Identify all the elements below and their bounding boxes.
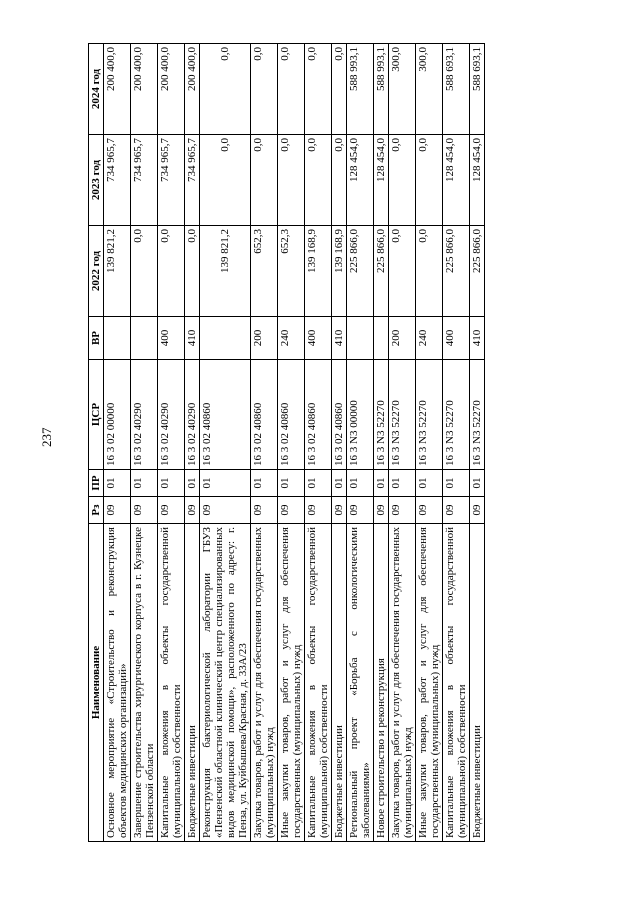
cell-vr [200,317,251,360]
cell-rz: 09 [443,497,470,524]
cell-csr: 16 3 N3 00000 [347,360,374,470]
cell-2023: 128 454,0 [347,135,374,226]
table-row [131,44,158,842]
table-row [200,44,251,842]
cell-name: Бюджетные инвестиции [332,524,347,842]
cell-pr: 01 [470,470,485,497]
cell-2024: 588 693,1 [470,44,485,135]
table-row [278,44,305,842]
cell-vr [131,317,158,360]
cell-vr: 410 [185,317,200,360]
table-header-row [89,44,104,842]
cell-csr: 16 3 N3 52270 [470,360,485,470]
cell-2023: 0,0 [389,135,416,226]
cell-csr: 16 3 N3 52270 [374,360,389,470]
cell-name: Бюджетные инвестиции [185,524,200,842]
cell-name: Капитальные вложения в объекты государственной (муниципальной) собственности [443,524,470,842]
cell-name: Капитальные вложения в объекты государственной (муниципальной) собственности [158,524,185,842]
cell-vr: 400 [305,317,332,360]
cell-2023: 0,0 [416,135,443,226]
cell-vr: 410 [470,317,485,360]
budget-table [88,43,485,842]
cell-pr: 01 [389,470,416,497]
cell-2022: 139 168,9 [305,226,332,317]
cell-2023: 0,0 [278,135,305,226]
cell-2022: 225 866,0 [347,226,374,317]
header-rz: Рз [89,497,104,524]
cell-2024: 200 400,0 [185,44,200,135]
cell-rz: 09 [416,497,443,524]
cell-vr: 200 [251,317,278,360]
cell-2024: 200 400,0 [158,44,185,135]
cell-2022: 652,3 [278,226,305,317]
header-csr: ЦСР [89,360,104,470]
cell-csr: 16 3 02 40290 [185,360,200,470]
cell-csr: 16 3 N3 52270 [416,360,443,470]
header-2024: 2024 год [89,44,104,135]
cell-2022: 652,3 [251,226,278,317]
cell-2023: 0,0 [200,135,251,226]
cell-name: Иные закупки товаров, работ и услуг для обеспечения государственных (муниципальных) нужд [278,524,305,842]
cell-pr: 01 [347,470,374,497]
table-row [470,44,485,842]
cell-pr: 01 [416,470,443,497]
table-row [347,44,374,842]
cell-rz: 09 [389,497,416,524]
header-2022: 2022 год [89,226,104,317]
cell-pr: 01 [374,470,389,497]
cell-2024: 0,0 [305,44,332,135]
table-row [332,44,347,842]
cell-rz: 09 [158,497,185,524]
cell-rz: 09 [251,497,278,524]
table-row [305,44,332,842]
cell-2022: 225 866,0 [443,226,470,317]
cell-2024: 200 400,0 [131,44,158,135]
cell-pr: 01 [278,470,305,497]
cell-2024: 200 400,0 [104,44,131,135]
cell-2023: 734 965,7 [104,135,131,226]
cell-pr: 01 [131,470,158,497]
cell-pr: 01 [104,470,131,497]
cell-2024: 0,0 [200,44,251,135]
cell-2023: 128 454,0 [470,135,485,226]
cell-pr: 01 [185,470,200,497]
cell-name: Реконструкция бактериологической лаборатории ГБУЗ «Пензенский областной клинический центр специализированных видов медицинской помощи», расположенного по адресу: г. Пенза, ул. Куйбышева/Красная, д. 33А/23 [200,524,251,842]
cell-name: Бюджетные инвестиции [470,524,485,842]
cell-2024: 0,0 [251,44,278,135]
cell-2023: 734 965,7 [158,135,185,226]
cell-name: Капитальные вложения в объекты государственной (муниципальной) собственности [305,524,332,842]
table-row [158,44,185,842]
cell-pr: 01 [251,470,278,497]
cell-2024: 300,0 [389,44,416,135]
cell-vr: 400 [158,317,185,360]
cell-csr: 16 3 02 40290 [131,360,158,470]
cell-2024: 0,0 [278,44,305,135]
cell-csr: 16 3 02 40860 [251,360,278,470]
cell-2022: 139 168,9 [332,226,347,317]
table-row [416,44,443,842]
cell-pr: 01 [443,470,470,497]
cell-2022: 225 866,0 [470,226,485,317]
cell-2022: 0,0 [158,226,185,317]
cell-vr [374,317,389,360]
cell-2022: 139 821,2 [200,226,251,317]
cell-2022: 0,0 [185,226,200,317]
cell-csr: 16 3 02 40290 [158,360,185,470]
cell-2023: 128 454,0 [443,135,470,226]
table-row [104,44,131,842]
cell-2022: 0,0 [131,226,158,317]
table-row [374,44,389,842]
cell-vr: 200 [389,317,416,360]
cell-vr [347,317,374,360]
cell-rz: 09 [200,497,251,524]
cell-name: Новое строительство и реконструкция [374,524,389,842]
cell-name: Региональный проект «Борьба с онкологическими заболеваниями» [347,524,374,842]
cell-rz: 09 [374,497,389,524]
cell-pr: 01 [200,470,251,497]
cell-pr: 01 [332,470,347,497]
cell-name: Завершение строительства хирургического корпуса в г. Кузнецке Пензенской области [131,524,158,842]
page-number: 237 [39,427,54,447]
cell-rz: 09 [185,497,200,524]
cell-rz: 09 [470,497,485,524]
cell-2024: 300,0 [416,44,443,135]
cell-vr [104,317,131,360]
cell-2023: 0,0 [332,135,347,226]
cell-2023: 0,0 [305,135,332,226]
table-row [389,44,416,842]
header-vr: ВР [89,317,104,360]
cell-2022: 0,0 [416,226,443,317]
cell-csr: 16 3 02 00000 [104,360,131,470]
cell-vr: 400 [443,317,470,360]
cell-2023: 0,0 [251,135,278,226]
cell-2023: 734 965,7 [131,135,158,226]
cell-name: Закупка товаров, работ и услуг для обеспечения государственных (муниципальных) нужд [389,524,416,842]
cell-csr: 16 3 02 40860 [278,360,305,470]
cell-2023: 128 454,0 [374,135,389,226]
cell-vr: 240 [416,317,443,360]
cell-name: Основное мероприятие «Строительство и реконструкция объектов медицинских организаций» [104,524,131,842]
rotated-table-container [88,44,485,842]
cell-2024: 588 993,1 [374,44,389,135]
cell-csr: 16 3 02 40860 [200,360,251,470]
cell-vr: 410 [332,317,347,360]
cell-csr: 16 3 N3 52270 [443,360,470,470]
cell-csr: 16 3 02 40860 [305,360,332,470]
header-2023: 2023 год [89,135,104,226]
cell-pr: 01 [158,470,185,497]
cell-name: Закупка товаров, работ и услуг для обеспечения государственных (муниципальных) нужд [251,524,278,842]
cell-pr: 01 [305,470,332,497]
cell-csr: 16 3 N3 52270 [389,360,416,470]
cell-rz: 09 [104,497,131,524]
cell-name: Иные закупки товаров, работ и услуг для обеспечения государственных (муниципальных) нужд [416,524,443,842]
header-name: Наименование [89,524,104,842]
table-row [443,44,470,842]
cell-2024: 0,0 [332,44,347,135]
cell-2023: 734 965,7 [185,135,200,226]
header-pr: ПР [89,470,104,497]
cell-rz: 09 [305,497,332,524]
cell-rz: 09 [131,497,158,524]
cell-2024: 588 693,1 [443,44,470,135]
table-row [185,44,200,842]
cell-vr: 240 [278,317,305,360]
cell-2024: 588 993,1 [347,44,374,135]
table-row [251,44,278,842]
cell-csr: 16 3 02 40860 [332,360,347,470]
cell-2022: 225 866,0 [374,226,389,317]
cell-rz: 09 [278,497,305,524]
cell-2022: 0,0 [389,226,416,317]
cell-rz: 09 [332,497,347,524]
cell-rz: 09 [347,497,374,524]
cell-2022: 139 821,2 [104,226,131,317]
